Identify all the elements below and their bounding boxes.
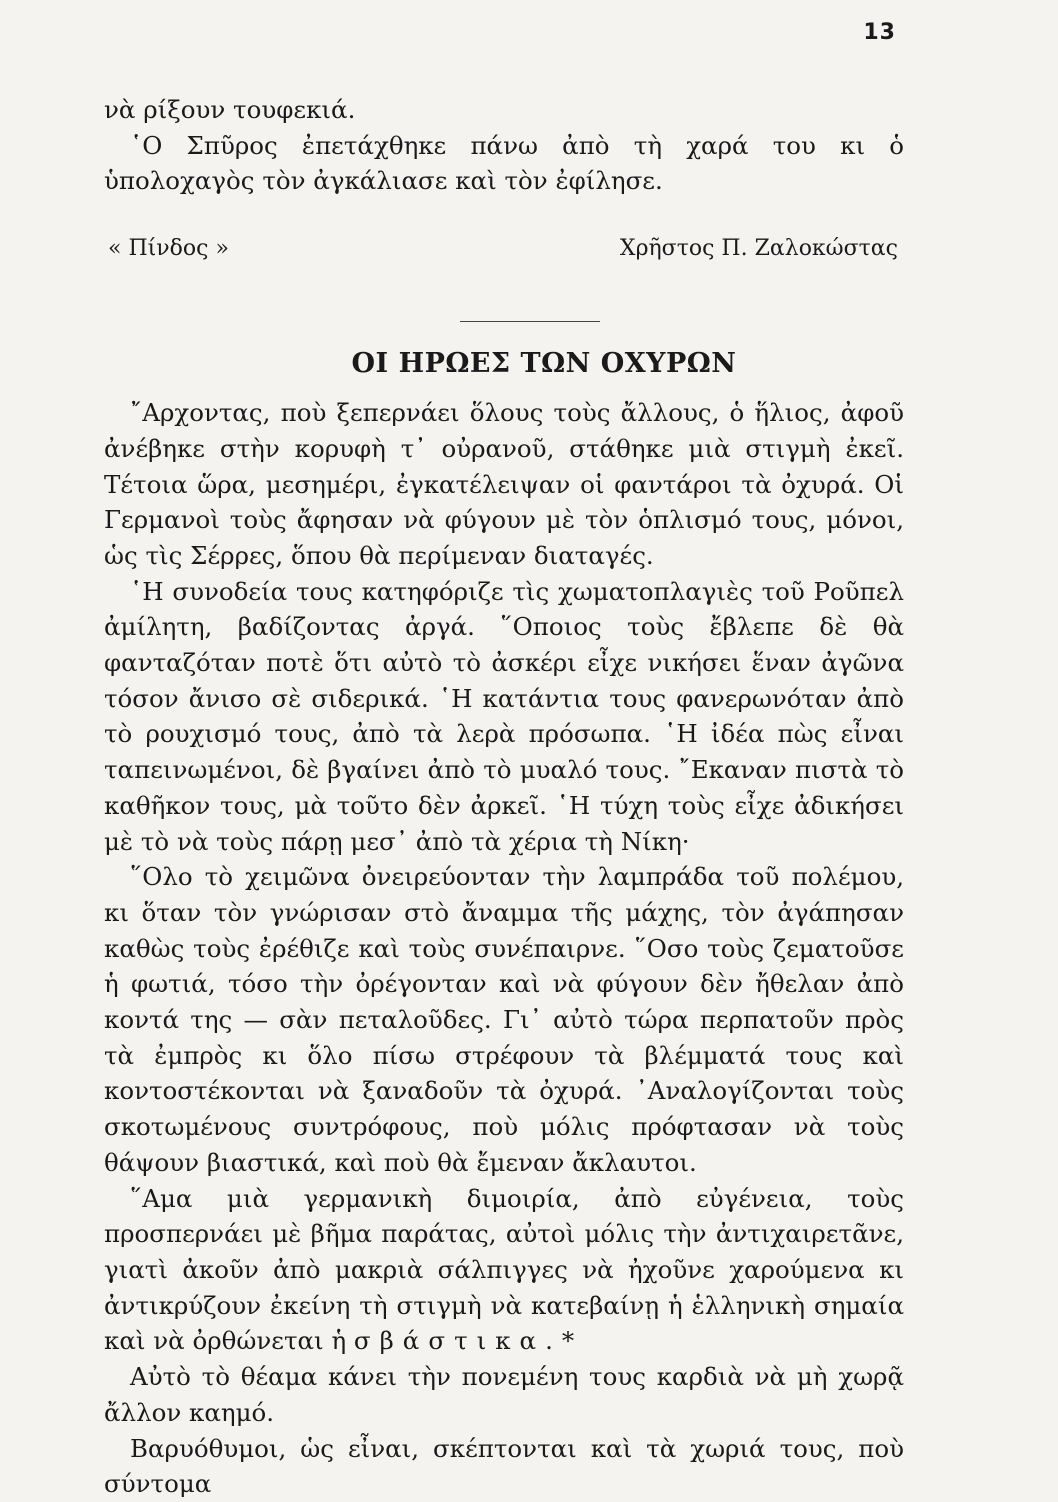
article-paragraph-1: ῎Αρχοντας, ποὺ ξεπερνάει ὅλους τοὺς ἄλλους, ὁ ἥλιος, ἀφοῦ ἀνέβηκε στὴν κορυφὴ τ᾽ οὐρανοῦ, στάθηκε μιὰ στιγμὴ ἐκεῖ. Τέτοια ὥρα, μεσημέρι, ἐγκατέλειψαν οἱ φαντάροι τὰ ὀχυρά. Οἱ Γερμανοὶ τοὺς ἄφησαν νὰ φύγουν μὲ τὸν ὁπλισμό τους, μόνοι, ὡς τὶς Σέρρες, ὅπου θὰ περίμεναν διαταγές. bbox=[104, 398, 904, 570]
signature-source: « Πίνδος » bbox=[108, 236, 229, 262]
article-paragraph-3: ῞Ολο τὸ χειμῶνα ὀνειρεύονταν τὴν λαμπράδα τοῦ πολέμου, κι ὅταν τὸν γνώρισαν στὸ ἄναμμα τῆς μάχης, τὸν ἀγάπησαν καθὼς τοὺς ἐρέθιζε καὶ τοὺς συνέπαιρνε. ῞Οσο τοὺς ζεματοῦσε ἡ φωτιά, τόσο τὴν ὀρέγονταν καὶ νὰ φύγουν δὲν ἤθελαν ἀπὸ κοντά της — σὰν πεταλοῦδες. Γι᾽ αὐτὸ τώρα περπατοῦν πρὸς τὰ ἐμπρὸς κι ὅλο πίσω στρέφουν τὰ βλέμματά τους καὶ κοντοστέκονται νὰ ξαναδοῦν τὰ ὀχυρά. ᾽Αναλογίζονται τοὺς σκοτωμένους συντρόφους, ποὺ μόλις πρόφτασαν νὰ τοὺς θάψουν βιαστικά, καὶ ποὺ θὰ ἔμεναν ἄκλαυτοι. bbox=[104, 862, 904, 1177]
page-content bbox=[104, 92, 904, 1502]
signature-author: Χρῆστος Π. Ζαλοκώστας bbox=[619, 236, 898, 262]
section-divider bbox=[460, 321, 600, 322]
article-paragraph-2: ῾Η συνοδεία τους κατηφόριζε τὶς χωματοπλαγιὲς τοῦ Ροῦπελ ἀμίλητη, βαδίζοντας ἀργά. ῞Οποιος τοὺς ἔβλεπε δὲ θὰ φανταζόταν ποτὲ ὅτι αὐτὸ τὸ ἀσκέρι εἶχε νικήσει ἕναν ἀγῶνα τόσον ἄνισο σὲ σιδερικά. ῾Η κατάντια τους φανερωνόταν ἀπὸ τὸ ρουχισμό τους, ἀπὸ τὰ λερὰ πρόσωπα. ῾Η ἰδέα πὼς εἶναι ταπεινωμένοι, δὲ βγαίνει ἀπὸ τὸ μυαλό τους. ῎Εκαναν πιστὰ τὸ καθῆκον τους, μὰ τοῦτο δὲν ἀρκεῖ. ῾Η τύχη τοὺς εἶχε ἀδικήσει μὲ τὸ νὰ τοὺς πάρῃ μεσ᾽ ἀπὸ τὰ χέρια τὴ Νίκη· bbox=[104, 576, 904, 856]
article-paragraph-4 bbox=[104, 1181, 904, 1360]
page-number: 13 bbox=[863, 20, 896, 45]
article-paragraph-6: Βαρυόθυμοι, ὡς εἶναι, σκέπτονται καὶ τὰ χωριά τους, ποὺ σύντομα bbox=[104, 1433, 904, 1499]
article-paragraph-4-spaced: σβάστικα.* bbox=[353, 1326, 584, 1356]
intro-line: νὰ ρίξουν τουφεκιά. bbox=[104, 95, 356, 124]
article-paragraph-4-text: ῞Αμα μιὰ γερμανικὴ διμοιρία, ἀπὸ εὐγένεια, τοὺς προσπερνάει μὲ βῆμα παράτας, αὐτοὶ μόλις τὴν ἀντιχαιρετᾶνε, γιατὶ ἀκοῦν ἀπὸ μακριὰ σάλπιγγες νὰ ἠχοῦνε χαρούμενα κι ἀντικρύζουν ἐκείνη τὴ στιγμὴ νὰ κατεβαίνῃ ἡ ἑλληνικὴ σημαία καὶ νὰ ὀρθώνεται ἡ bbox=[104, 1183, 904, 1356]
article-title: ΟΙ ΗΡΩΕΣ ΤΩΝ ΟΧΥΡΩΝ bbox=[351, 348, 737, 380]
signature-line bbox=[104, 233, 904, 265]
intro-paragraph: ῾Ο Σπῦρος ἐπετάχθηκε πάνω ἀπὸ τὴ χαρά του κι ὁ ὑπολοχαγὸς τὸν ἀγκάλιασε καὶ τὸν ἐφίλησε. bbox=[104, 130, 904, 196]
article-paragraph-5: Αὐτὸ τὸ θέαμα κάνει τὴν πονεμένη τους καρδιὰ νὰ μὴ χωρᾷ ἄλλον καημό. bbox=[104, 1362, 904, 1427]
